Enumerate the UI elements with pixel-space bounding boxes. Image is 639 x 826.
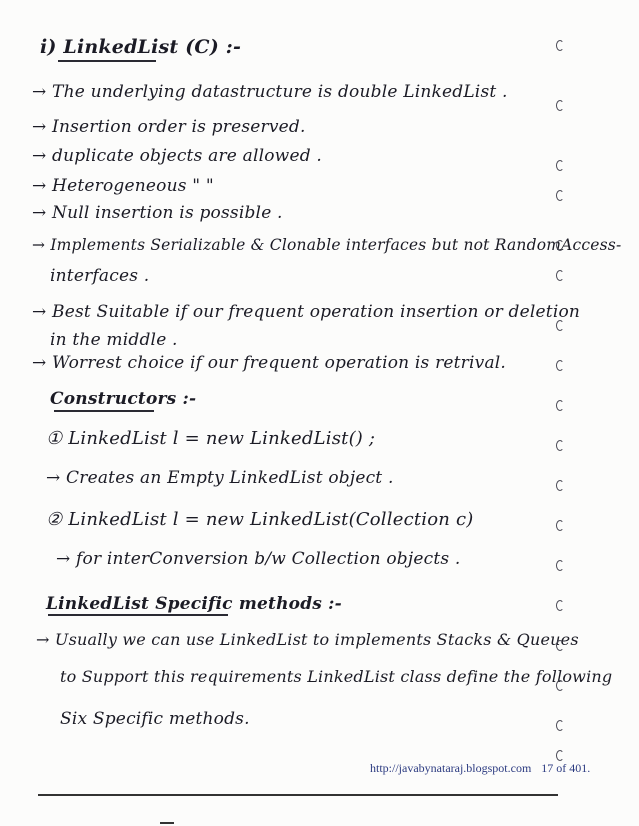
- binder-hole-icon: [556, 190, 564, 201]
- page-footer: [370, 761, 590, 776]
- constructors-heading: Constructors :-: [50, 389, 197, 409]
- page-number: 17 of 401.: [541, 761, 591, 775]
- bullet-line: → Null insertion is possible .: [32, 203, 283, 223]
- binder-hole-icon: [556, 480, 564, 491]
- constructor-note: → Creates an Empty LinkedList object .: [46, 468, 394, 488]
- binder-hole-icon: [556, 600, 564, 611]
- binder-hole-icon: [556, 640, 564, 651]
- binder-hole-icon: [556, 360, 564, 371]
- bullet-line: → Implements Serializable & Clonable interfaces but not RandomAccess-: [32, 236, 622, 254]
- constructor-note: → for interConversion b/w Collection objects .: [56, 549, 461, 569]
- binder-holes: [548, 40, 578, 780]
- specific-line: Six Specific methods.: [60, 709, 250, 729]
- source-url[interactable]: http://javabynataraj.blogspot.com: [370, 761, 532, 775]
- binder-hole-icon: [556, 160, 564, 171]
- bottom-rule: [38, 794, 558, 796]
- binder-hole-icon: [556, 750, 564, 761]
- constructors-heading-underline: [54, 410, 154, 412]
- title-underline: [58, 60, 156, 62]
- binder-hole-icon: [556, 320, 564, 331]
- constructor-code: ② LinkedList l = new LinkedList(Collection c): [46, 509, 474, 530]
- bullet-line: → Worrest choice if our frequent operation is retrival.: [32, 353, 507, 373]
- page-title: i) LinkedList (C) :-: [40, 36, 242, 58]
- binder-hole-icon: [556, 100, 564, 111]
- binder-hole-icon: [556, 440, 564, 451]
- bullet-line: → duplicate objects are allowed .: [32, 146, 322, 166]
- constructor-code: ① LinkedList l = new LinkedList() ;: [46, 428, 376, 449]
- binder-hole-icon: [556, 400, 564, 411]
- binder-hole-icon: [556, 560, 564, 571]
- bullet-line: → Insertion order is preserved.: [32, 117, 306, 137]
- bullet-line: → Heterogeneous " ": [32, 176, 214, 196]
- binder-hole-icon: [556, 720, 564, 731]
- specific-methods-heading: LinkedList Specific methods :-: [46, 594, 342, 614]
- binder-hole-icon: [556, 40, 564, 51]
- specific-line: → Usually we can use LinkedList to implements Stacks & Queues: [36, 630, 579, 649]
- bullet-line: → The underlying datastructure is double LinkedList .: [32, 82, 508, 102]
- binder-hole-icon: [556, 520, 564, 531]
- bottom-tick: [160, 822, 174, 824]
- bullet-line-continued: interfaces .: [50, 266, 150, 286]
- specific-methods-heading-underline: [48, 614, 228, 616]
- binder-hole-icon: [556, 270, 564, 281]
- specific-line: to Support this requirements LinkedList class define the following: [60, 667, 613, 686]
- bullet-line-continued: in the middle .: [50, 330, 178, 350]
- binder-hole-icon: [556, 680, 564, 691]
- binder-hole-icon: [556, 240, 564, 251]
- bullet-line: → Best Suitable if our frequent operation insertion or deletion: [32, 302, 581, 322]
